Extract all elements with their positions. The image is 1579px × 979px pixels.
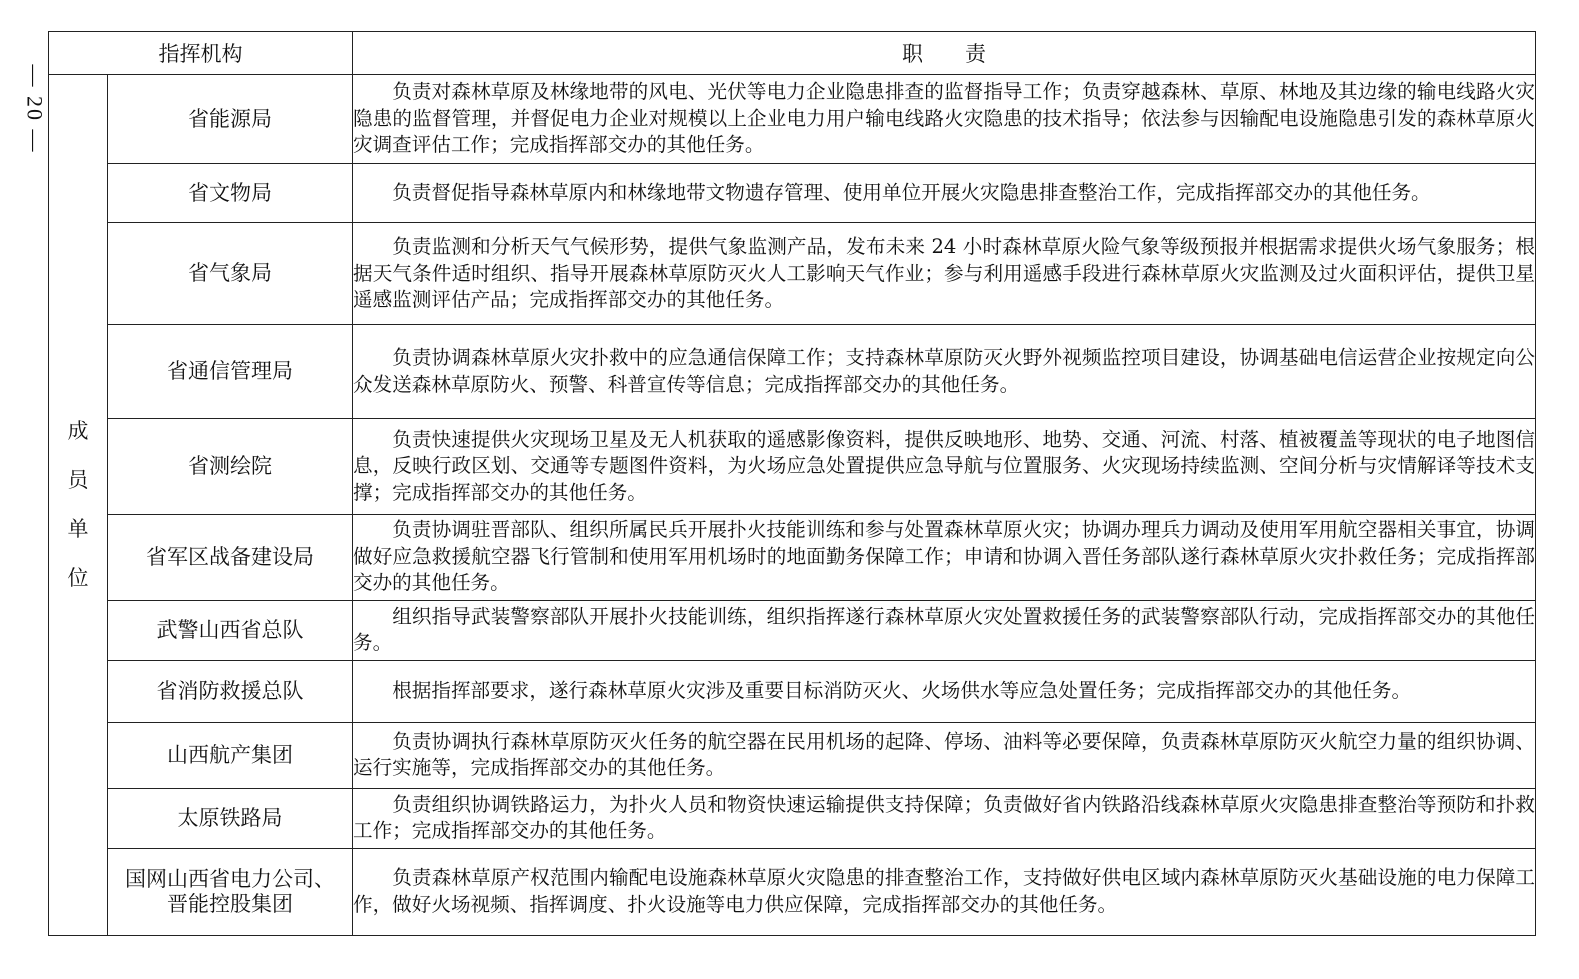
group-label-char: 单	[67, 517, 89, 542]
page-number-text: — 20 —	[22, 64, 47, 154]
table-header-row	[49, 32, 1536, 75]
responsibility-cell: 根据指挥部要求，遂行森林草原火灾涉及重要目标消防灭火、火场供水等应急处置任务；完成指挥部交办的其他任务。	[353, 660, 1536, 722]
table-row	[49, 514, 1536, 600]
page-number	[16, 44, 52, 174]
responsibility-cell: 负责督促指导森林草原内和林缘地带文物遗存管理、使用单位开展火灾隐患排查整治工作，完成指挥部交办的其他任务。	[353, 164, 1536, 223]
agency-cell: 省军区战备建设局	[108, 514, 353, 600]
table-row	[49, 660, 1536, 722]
header-agency: 指挥机构	[49, 32, 353, 75]
table-row	[49, 848, 1536, 935]
table-row	[49, 223, 1536, 325]
group-label-cell	[49, 75, 108, 936]
agency-cell: 太原铁路局	[108, 788, 353, 848]
responsibility-cell: 负责组织协调铁路运力，为扑火人员和物资快速运输提供支持保障；负责做好省内铁路沿线森林草原火灾隐患排查整治等预防和扑救工作；完成指挥部交办的其他任务。	[353, 788, 1536, 848]
responsibility-cell: 组织指导武装警察部队开展扑火技能训练，组织指挥遂行森林草原火灾处置救援任务的武装警察部队行动，完成指挥部交办的其他任务。	[353, 600, 1536, 660]
agency-cell: 省测绘院	[108, 419, 353, 514]
table-row	[49, 325, 1536, 419]
agency-cell: 省通信管理局	[108, 325, 353, 419]
agency-cell: 省消防救援总队	[108, 660, 353, 722]
header-responsibility: 职 责	[353, 32, 1536, 75]
responsibility-cell: 负责对森林草原及林缘地带的风电、光伏等电力企业隐患排查的监督指导工作；负责穿越森林、草原、林地及其边缘的输电线路火灾隐患的监督管理，并督促电力企业对规模以上企业电力用户输电线路火灾隐患的技术指导；依法参与因输配电设施隐患引发的森林草原火灾调查评估工作；完成指挥部交办的其他任务。	[353, 75, 1536, 164]
responsibility-table	[48, 31, 1536, 936]
agency-cell: 武警山西省总队	[108, 600, 353, 660]
responsibility-cell: 负责协调森林草原火灾扑救中的应急通信保障工作；支持森林草原防灭火野外视频监控项目建设，协调基础电信运营企业按规定向公众发送森林草原防火、预警、科普宣传等信息；完成指挥部交办的其他任务。	[353, 325, 1536, 419]
table-row	[49, 75, 1536, 164]
table-row	[49, 788, 1536, 848]
agency-cell: 省气象局	[108, 223, 353, 325]
agency-line: 国网山西省电力公司、	[125, 866, 335, 891]
group-char	[49, 407, 107, 603]
agency-cell	[108, 848, 353, 935]
group-label-char: 位	[67, 566, 89, 591]
table-row	[49, 419, 1536, 514]
responsibility-cell: 负责森林草原产权范围内输配电设施森林草原火灾隐患的排查整治工作，支持做好供电区域内森林草原防灭火基础设施的电力保障工作，做好火场视频、指挥调度、扑火设施等电力供应保障，完成指挥部交办的其他任务。	[353, 848, 1536, 935]
agency-cell: 山西航产集团	[108, 722, 353, 788]
agency-cell: 省能源局	[108, 75, 353, 164]
table-row	[49, 600, 1536, 660]
responsibility-cell: 负责协调驻晋部队、组织所属民兵开展扑火技能训练和参与处置森林草原火灾；协调办理兵力调动及使用军用航空器相关事宜，协调做好应急救援航空器飞行管制和使用军用机场时的地面勤务保障工作；申请和协调入晋任务部队遂行森林草原火灾扑救任务；完成指挥部交办的其他任务。	[353, 514, 1536, 600]
agency-cell: 省文物局	[108, 164, 353, 223]
responsibility-cell: 负责监测和分析天气气候形势，提供气象监测产品，发布未来 24 小时森林草原火险气象等级预报并根据需求提供火场气象服务；根据天气条件适时组织、指导开展森林草原防灭火人工影响天气作业；参与利用遥感手段进行森林草原火灾监测及过火面积评估，提供卫星遥感监测评估产品；完成指挥部交办的其他任务。	[353, 223, 1536, 325]
group-label-char: 员	[67, 468, 89, 493]
responsibility-cell: 负责协调执行森林草原防灭火任务的航空器在民用机场的起降、停场、油料等必要保障，负责森林草原防灭火航空力量的组织协调、运行实施等，完成指挥部交办的其他任务。	[353, 722, 1536, 788]
table-row	[49, 164, 1536, 223]
agency-line: 晋能控股集团	[167, 891, 293, 916]
group-label-char: 成	[67, 419, 89, 444]
responsibility-cell: 负责快速提供火灾现场卫星及无人机获取的遥感影像资料，提供反映地形、地势、交通、河流、村落、植被覆盖等现状的电子地图信息，反映行政区划、交通等专题图件资料，为火场应急处置提供应急导航与位置服务、火灾现场持续监测、空间分析与灾情解译等技术支撑；完成指挥部交办的其他任务。	[353, 419, 1536, 514]
table-row	[49, 722, 1536, 788]
